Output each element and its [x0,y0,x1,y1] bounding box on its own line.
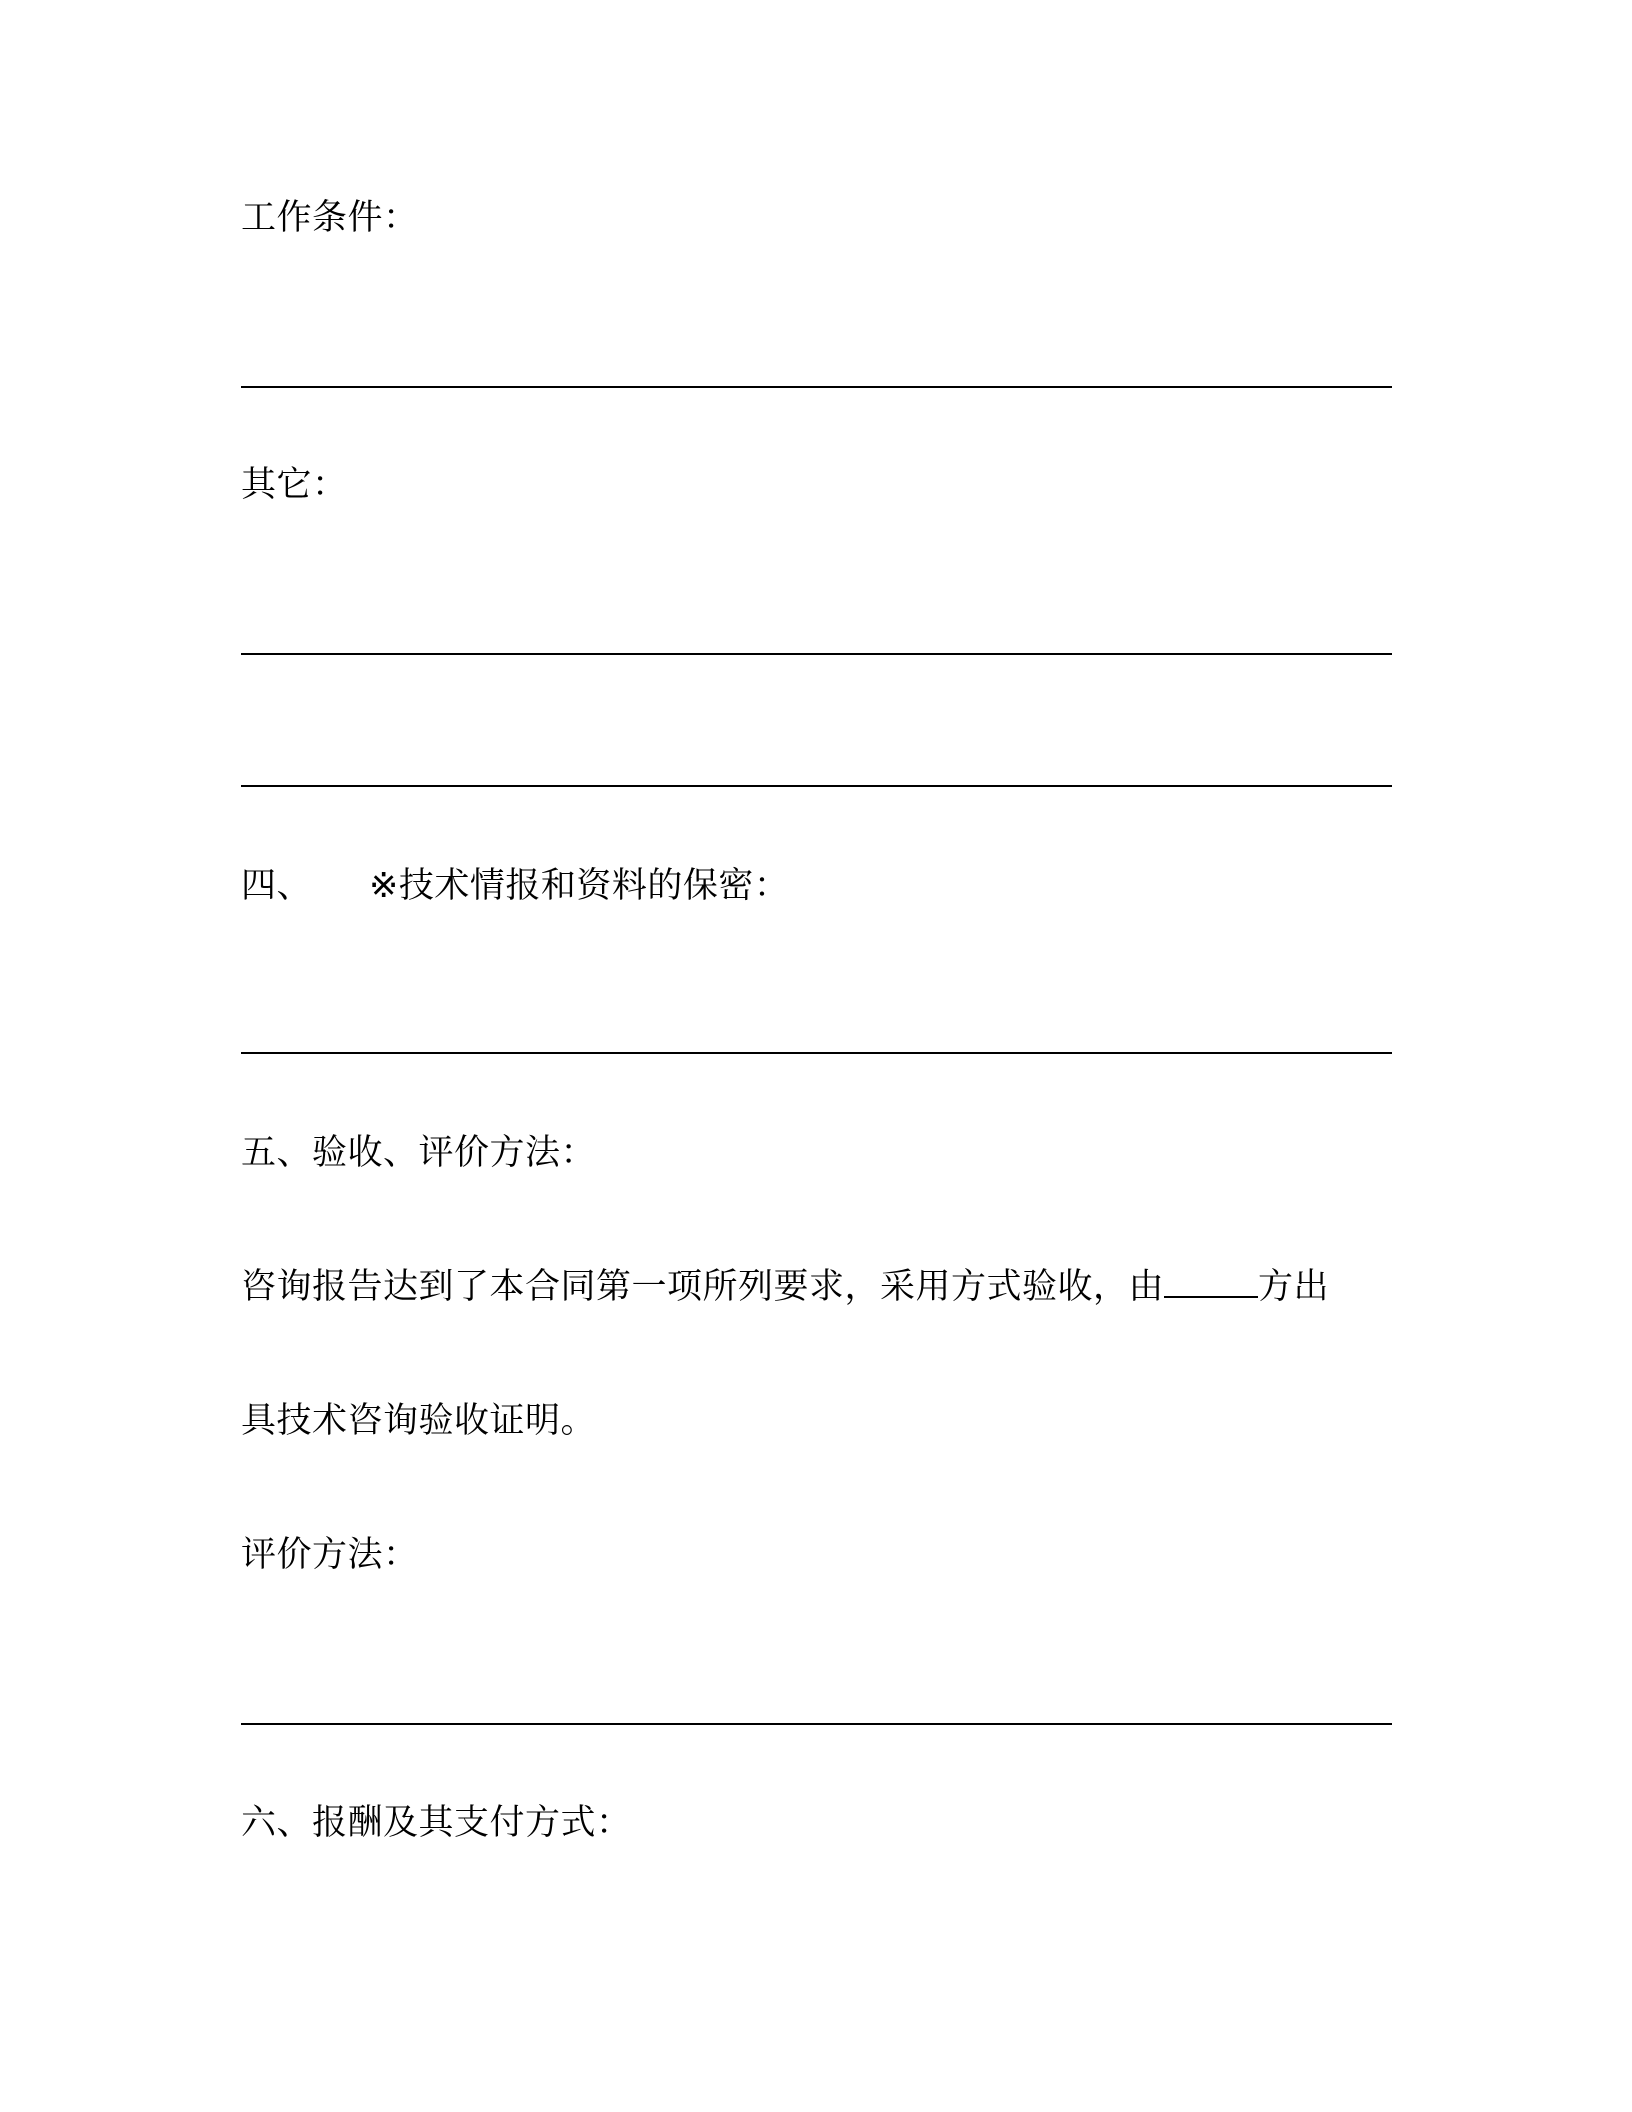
work-conditions-label: 工作条件： [241,198,419,238]
other-label: 其它： [241,465,348,505]
section-4-heading [241,864,789,908]
section-6-heading: 六、报酬及其支付方式： [241,1803,632,1843]
evaluation-method-fill-line [241,1723,1392,1725]
section-5-paragraph-line-1 [241,1265,1329,1309]
section-5-heading: 五、验收、评价方法： [241,1133,597,1173]
acceptance-text-after: 方出 [1258,1267,1330,1307]
work-conditions-fill-line [241,386,1392,388]
section-5-paragraph-line-2: 具技术咨询验收证明。 [241,1401,597,1441]
acceptance-party-blank [1164,1266,1258,1298]
section-4-title: ※技术情报和资料的保密： [369,866,790,906]
other-fill-line-1 [241,653,1392,655]
acceptance-text-before: 咨询报告达到了本合同第一项所列要求，采用方式验收，由 [241,1267,1165,1307]
section-4-number: 四、 [241,866,313,906]
other-fill-line-2 [241,785,1392,787]
section-4-fill-line [241,1052,1392,1054]
evaluation-method-label: 评价方法： [241,1535,419,1575]
